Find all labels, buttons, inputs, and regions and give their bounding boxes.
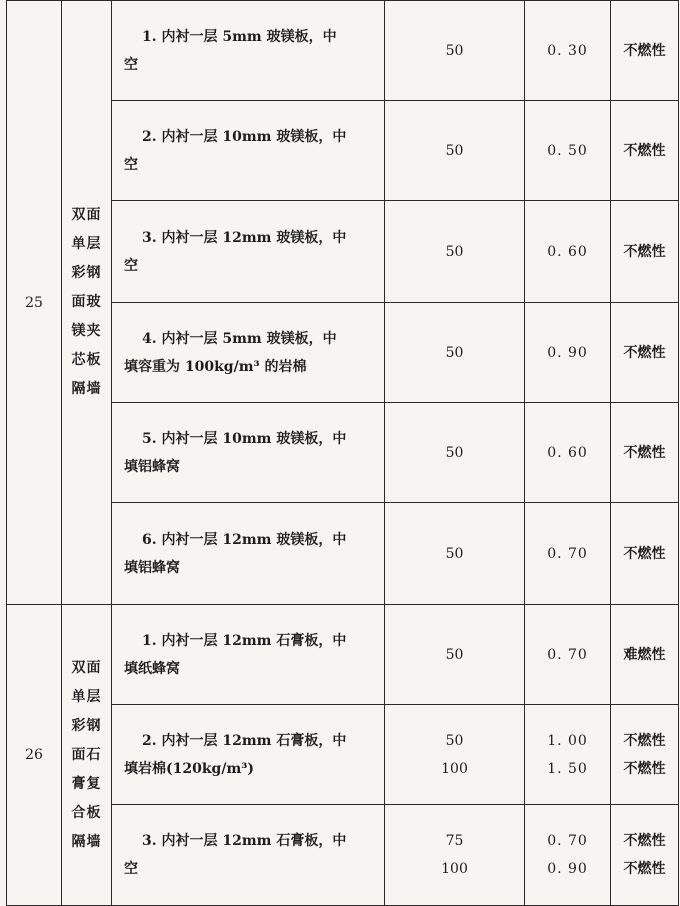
thickness-value: 50 xyxy=(445,344,464,361)
description-line: 2. 内衬一层 12mm 石膏板，中 xyxy=(142,732,347,749)
description-line: 空 xyxy=(124,56,138,73)
wall-type-name-line: 彩钢 xyxy=(71,717,102,734)
fire-resistance-limit: 1. 00 xyxy=(547,732,588,749)
combustibility-rating: 不燃性 xyxy=(623,545,666,562)
wall-type-name-line: 隔墙 xyxy=(71,833,102,850)
thickness-value-cell xyxy=(385,705,525,805)
combustibility-rating: 不燃性 xyxy=(623,444,666,461)
combustibility-rating-cell xyxy=(611,101,679,201)
wall-type-name-line: 膏复 xyxy=(71,775,102,792)
description-line: 填铝蜂窝 xyxy=(124,559,180,576)
combustibility-rating: 难燃性 xyxy=(623,646,666,663)
construction-description xyxy=(112,705,385,805)
wall-type-name-line: 面石 xyxy=(71,746,102,763)
description-line: 空 xyxy=(124,156,138,173)
fire-resistance-limit-cell xyxy=(525,1,611,101)
combustibility-rating: 不燃性 xyxy=(623,344,666,361)
construction-description xyxy=(112,1,385,101)
combustibility-rating: 不燃性 xyxy=(623,243,666,260)
wall-type-name-line: 彩钢 xyxy=(71,265,102,281)
construction-description xyxy=(112,303,385,403)
combustibility-rating: 不燃性 xyxy=(623,42,666,59)
fire-resistance-limit-cell xyxy=(525,101,611,201)
construction-description xyxy=(112,605,385,705)
thickness-value: 50 xyxy=(445,732,464,749)
construction-description xyxy=(112,101,385,201)
fire-resistance-limit: 0. 90 xyxy=(547,861,588,877)
thickness-value: 75 xyxy=(445,833,464,849)
thickness-value: 50 xyxy=(445,142,464,159)
description-line: 填纸蜂窝 xyxy=(124,660,180,677)
fire-resistance-limit-cell xyxy=(525,605,611,705)
thickness-value-cell xyxy=(385,805,525,906)
fire-resistance-limit: 1. 50 xyxy=(547,760,588,777)
description-line: 1. 内衬一层 5mm 玻镁板，中 xyxy=(142,28,337,45)
construction-description xyxy=(112,503,385,605)
fire-resistance-limit-cell xyxy=(525,705,611,805)
group-number: 25 xyxy=(7,1,62,605)
fire-resistance-limit: 0. 30 xyxy=(547,42,588,59)
fire-resistance-limit-cell xyxy=(525,403,611,503)
description-line: 2. 内衬一层 10mm 玻镁板，中 xyxy=(142,128,347,145)
combustibility-rating-cell xyxy=(611,303,679,403)
fire-resistance-limit: 0. 50 xyxy=(547,142,588,159)
combustibility-rating-cell xyxy=(611,605,679,705)
fire-resistance-limit: 0. 90 xyxy=(547,344,588,361)
combustibility-rating-cell xyxy=(611,201,679,303)
fire-resistance-limit-cell xyxy=(525,503,611,605)
description-line: 3. 内衬一层 12mm 玻镁板，中 xyxy=(142,229,347,246)
combustibility-rating: 不燃性 xyxy=(623,833,666,849)
wall-type-name xyxy=(62,605,112,906)
thickness-value-cell xyxy=(385,101,525,201)
construction-description xyxy=(112,805,385,906)
wall-type-name-line: 单层 xyxy=(71,236,102,252)
description-line: 填容重为 100kg/m³ 的岩棉 xyxy=(124,358,307,375)
fire-resistance-limit: 0. 70 xyxy=(547,833,588,849)
table-row xyxy=(7,1,679,101)
wall-type-name-line: 镁夹 xyxy=(71,323,102,339)
description-line: 填岩棉(120kg/m³) xyxy=(124,760,255,777)
wall-type-name-line: 单层 xyxy=(71,688,102,705)
thickness-value-cell xyxy=(385,303,525,403)
thickness-value: 50 xyxy=(445,42,464,59)
thickness-value-cell xyxy=(385,403,525,503)
description-line: 4. 内衬一层 5mm 玻镁板，中 xyxy=(142,330,337,347)
combustibility-rating: 不燃性 xyxy=(623,760,666,777)
thickness-value-cell xyxy=(385,1,525,101)
fire-resistance-limit-cell xyxy=(525,303,611,403)
combustibility-rating-cell xyxy=(611,503,679,605)
thickness-value: 50 xyxy=(445,646,464,663)
thickness-value: 50 xyxy=(445,444,464,461)
fire-resistance-table xyxy=(6,0,679,906)
thickness-value: 100 xyxy=(441,861,468,877)
thickness-value-cell xyxy=(385,201,525,303)
construction-description xyxy=(112,201,385,303)
wall-type-name-line: 双面 xyxy=(71,659,102,676)
combustibility-rating: 不燃性 xyxy=(623,732,666,749)
combustibility-rating-cell xyxy=(611,805,679,906)
fire-resistance-limit: 0. 60 xyxy=(547,243,588,260)
table-row xyxy=(7,605,679,705)
wall-type-name-line: 隔墙 xyxy=(71,381,102,397)
combustibility-rating-cell xyxy=(611,705,679,805)
fire-resistance-limit: 0. 70 xyxy=(547,646,588,663)
combustibility-rating: 不燃性 xyxy=(623,142,666,159)
wall-type-name-line: 芯板 xyxy=(71,352,102,368)
fire-resistance-limit: 0. 60 xyxy=(547,444,588,461)
thickness-value-cell xyxy=(385,605,525,705)
description-line: 5. 内衬一层 10mm 玻镁板，中 xyxy=(142,430,347,447)
description-line: 3. 内衬一层 12mm 石膏板，中 xyxy=(142,833,347,849)
combustibility-rating-cell xyxy=(611,403,679,503)
fire-resistance-limit: 0. 70 xyxy=(547,545,588,562)
description-line: 填铝蜂窝 xyxy=(124,458,180,475)
thickness-value: 50 xyxy=(445,243,464,260)
fire-resistance-limit-cell xyxy=(525,805,611,906)
wall-type-name xyxy=(62,1,112,605)
thickness-value: 50 xyxy=(445,545,464,562)
wall-type-name-line: 双面 xyxy=(71,207,102,223)
wall-type-name-line: 合板 xyxy=(71,804,102,821)
description-line: 6. 内衬一层 12mm 玻镁板，中 xyxy=(142,531,347,548)
description-line: 1. 内衬一层 12mm 石膏板，中 xyxy=(142,632,347,649)
wall-type-name-line: 面玻 xyxy=(71,294,102,310)
description-line: 空 xyxy=(124,257,138,274)
thickness-value-cell xyxy=(385,503,525,605)
group-number: 26 xyxy=(7,605,62,906)
combustibility-rating-cell xyxy=(611,1,679,101)
combustibility-rating: 不燃性 xyxy=(623,861,666,877)
construction-description xyxy=(112,403,385,503)
fire-resistance-limit-cell xyxy=(525,201,611,303)
description-line: 空 xyxy=(124,861,138,877)
thickness-value: 100 xyxy=(441,760,468,777)
